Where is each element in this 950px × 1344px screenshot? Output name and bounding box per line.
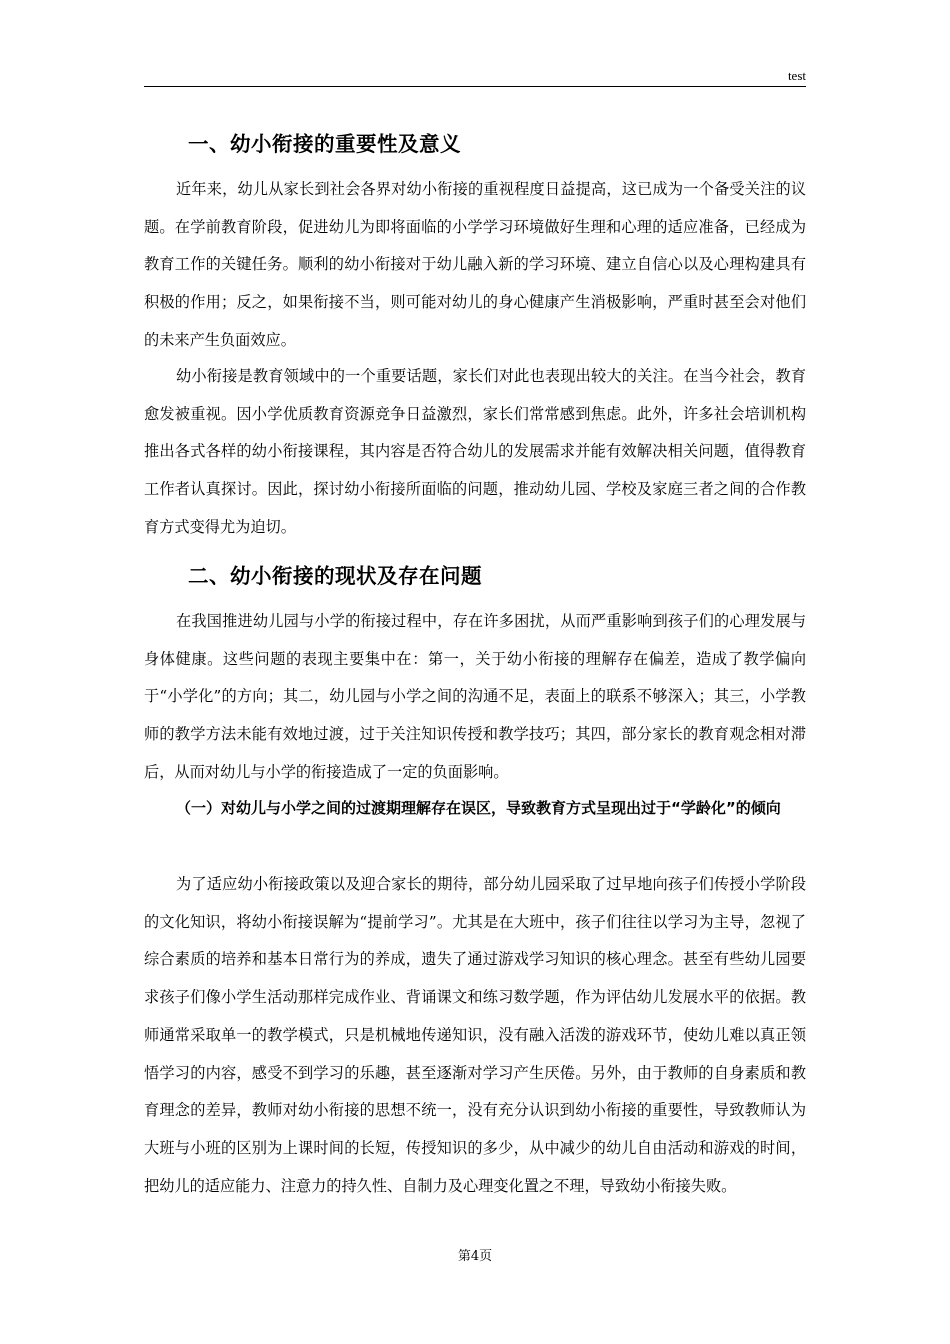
subsection-heading-1: （一）对幼儿与小学之间的过渡期理解存在误区，导致教育方式呈现出过于“学龄化”的倾向 [176, 799, 781, 817]
subsection-1-paragraph: 为了适应幼小衔接政策以及迎合家长的期待，部分幼儿园采取了过早地向孩子们传授小学阶段的文化知识，将幼小衔接误解为“提前学习”。尤其是在大班中，孩子们往往以学习为主导，忽视了综合素质的培养和基本日常行为的养成，遗失了通过游戏学习知识的核心理念。甚至有些幼儿园要求孩子们像小学生活动那样完成作业、背诵课文和练习数学题，作为评估幼儿发展水平的依据。教师通常采取单一的教学模式，只是机械地传递知识，没有融入活泼的游戏环节，使幼儿难以真正领悟学习的内容，感受不到学习的乐趣，甚至逐渐对学习产生厌倦。另外，由于教师的自身素质和教育理念的差异，教师对幼小衔接的思想不统一，没有充分认识到幼小衔接的重要性，导致教师认为大班与小班的区别为上课时间的长短，传授知识的多少，从中减少的幼儿自由活动和游戏的时间，把幼儿的适应能力、注意力的持久性、自制力及心理变化置之不理，导致幼小衔接失败。 [144, 875, 806, 1195]
page-number: 第4页 [457, 1249, 493, 1264]
header-rule [144, 86, 806, 87]
section-1-paragraph-1: 近年来，幼儿从家长到社会各界对幼小衔接的重视程度日益提高，这已成为一个备受关注的议题。在学前教育阶段，促进幼儿为即将面临的小学学习环境做好生理和心理的适应准备，已经成为教育工作的关键任务。顺利的幼小衔接对于幼儿融入新的学习环境、建立自信心以及心理构建具有积极的作用；反之，如果衔接不当，则可能对幼儿的身心健康产生消极影响，严重时甚至会对他们的未来产生负面效应。 [144, 180, 806, 349]
section-2-paragraph-1: 在我国推进幼儿园与小学的衔接过程中，存在许多困扰，从而严重影响到孩子们的心理发展与身体健康。这些问题的表现主要集中在：第一，关于幼小衔接的理解存在偏差，造成了教学偏向于“小学化”的方向；其二，幼儿园与小学之间的沟通不足，表面上的联系不够深入；其三，小学教师的教学方法未能有效地过渡，过于关注知识传授和教学技巧；其四，部分家长的教育观念相对滞后，从而对幼儿与小学的衔接造成了一定的负面影响。 [144, 612, 806, 781]
section-heading-2: 二、幼小衔接的现状及存在问题 [188, 564, 482, 588]
page-header-text: test [787, 68, 806, 83]
section-heading-1: 一、幼小衔接的重要性及意义 [188, 132, 461, 156]
section-1-paragraph-2: 幼小衔接是教育领域中的一个重要话题，家长们对此也表现出较大的关注。在当今社会，教育愈发被重视。因小学优质教育资源竞争日益激烈，家长们常常感到焦虑。此外，许多社会培训机构推出各式各样的幼小衔接课程，其内容是否符合幼儿的发展需求并能有效解决相关问题，值得教育工作者认真探讨。因此，探讨幼小衔接所面临的问题，推动幼儿园、学校及家庭三者之间的合作教育方式变得尤为迫切。 [144, 367, 806, 536]
